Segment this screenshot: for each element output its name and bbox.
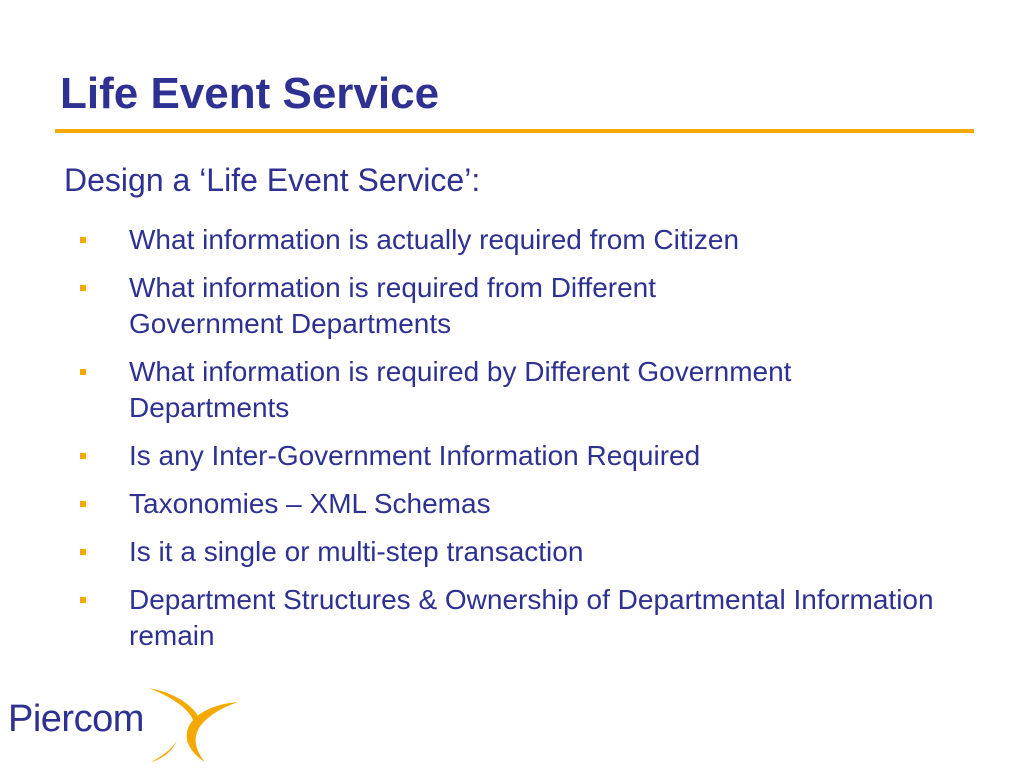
square-bullet-icon (80, 237, 86, 243)
bullet-item (76, 222, 976, 258)
slide-subtitle: Design a ‘Life Event Service’: (64, 162, 481, 198)
square-bullet-icon (80, 501, 86, 507)
bullet-item (76, 534, 976, 570)
logo-text: Piercom (8, 698, 144, 740)
bullet-item (76, 582, 976, 654)
bullet-text: Taxonomies – XML Schemas (129, 488, 491, 519)
bullet-item (76, 486, 976, 522)
bullet-text: Is any Inter-Government Information Required (129, 440, 701, 471)
square-bullet-icon (80, 549, 86, 555)
bullet-text: What information is required by Different Government Departments (129, 356, 792, 423)
bullet-item (76, 354, 976, 426)
square-bullet-icon (80, 369, 86, 375)
piercom-logo (8, 686, 248, 764)
piercom-swirl-icon (143, 686, 243, 764)
bullet-text: Department Structures & Ownership of Departmental Information remain (129, 584, 934, 651)
bullet-text: What information is actually required from Citizen (129, 224, 740, 255)
bullet-item (76, 438, 976, 474)
square-bullet-icon (80, 597, 86, 603)
bullet-text: What information is required from Different Government Departments (129, 272, 657, 339)
bullet-list (76, 222, 976, 666)
square-bullet-icon (80, 453, 86, 459)
title-divider (55, 129, 974, 133)
bullet-text: Is it a single or multi-step transaction (129, 536, 584, 567)
square-bullet-icon (80, 285, 86, 291)
bullet-item (76, 270, 976, 342)
slide-title: Life Event Service (60, 69, 440, 118)
